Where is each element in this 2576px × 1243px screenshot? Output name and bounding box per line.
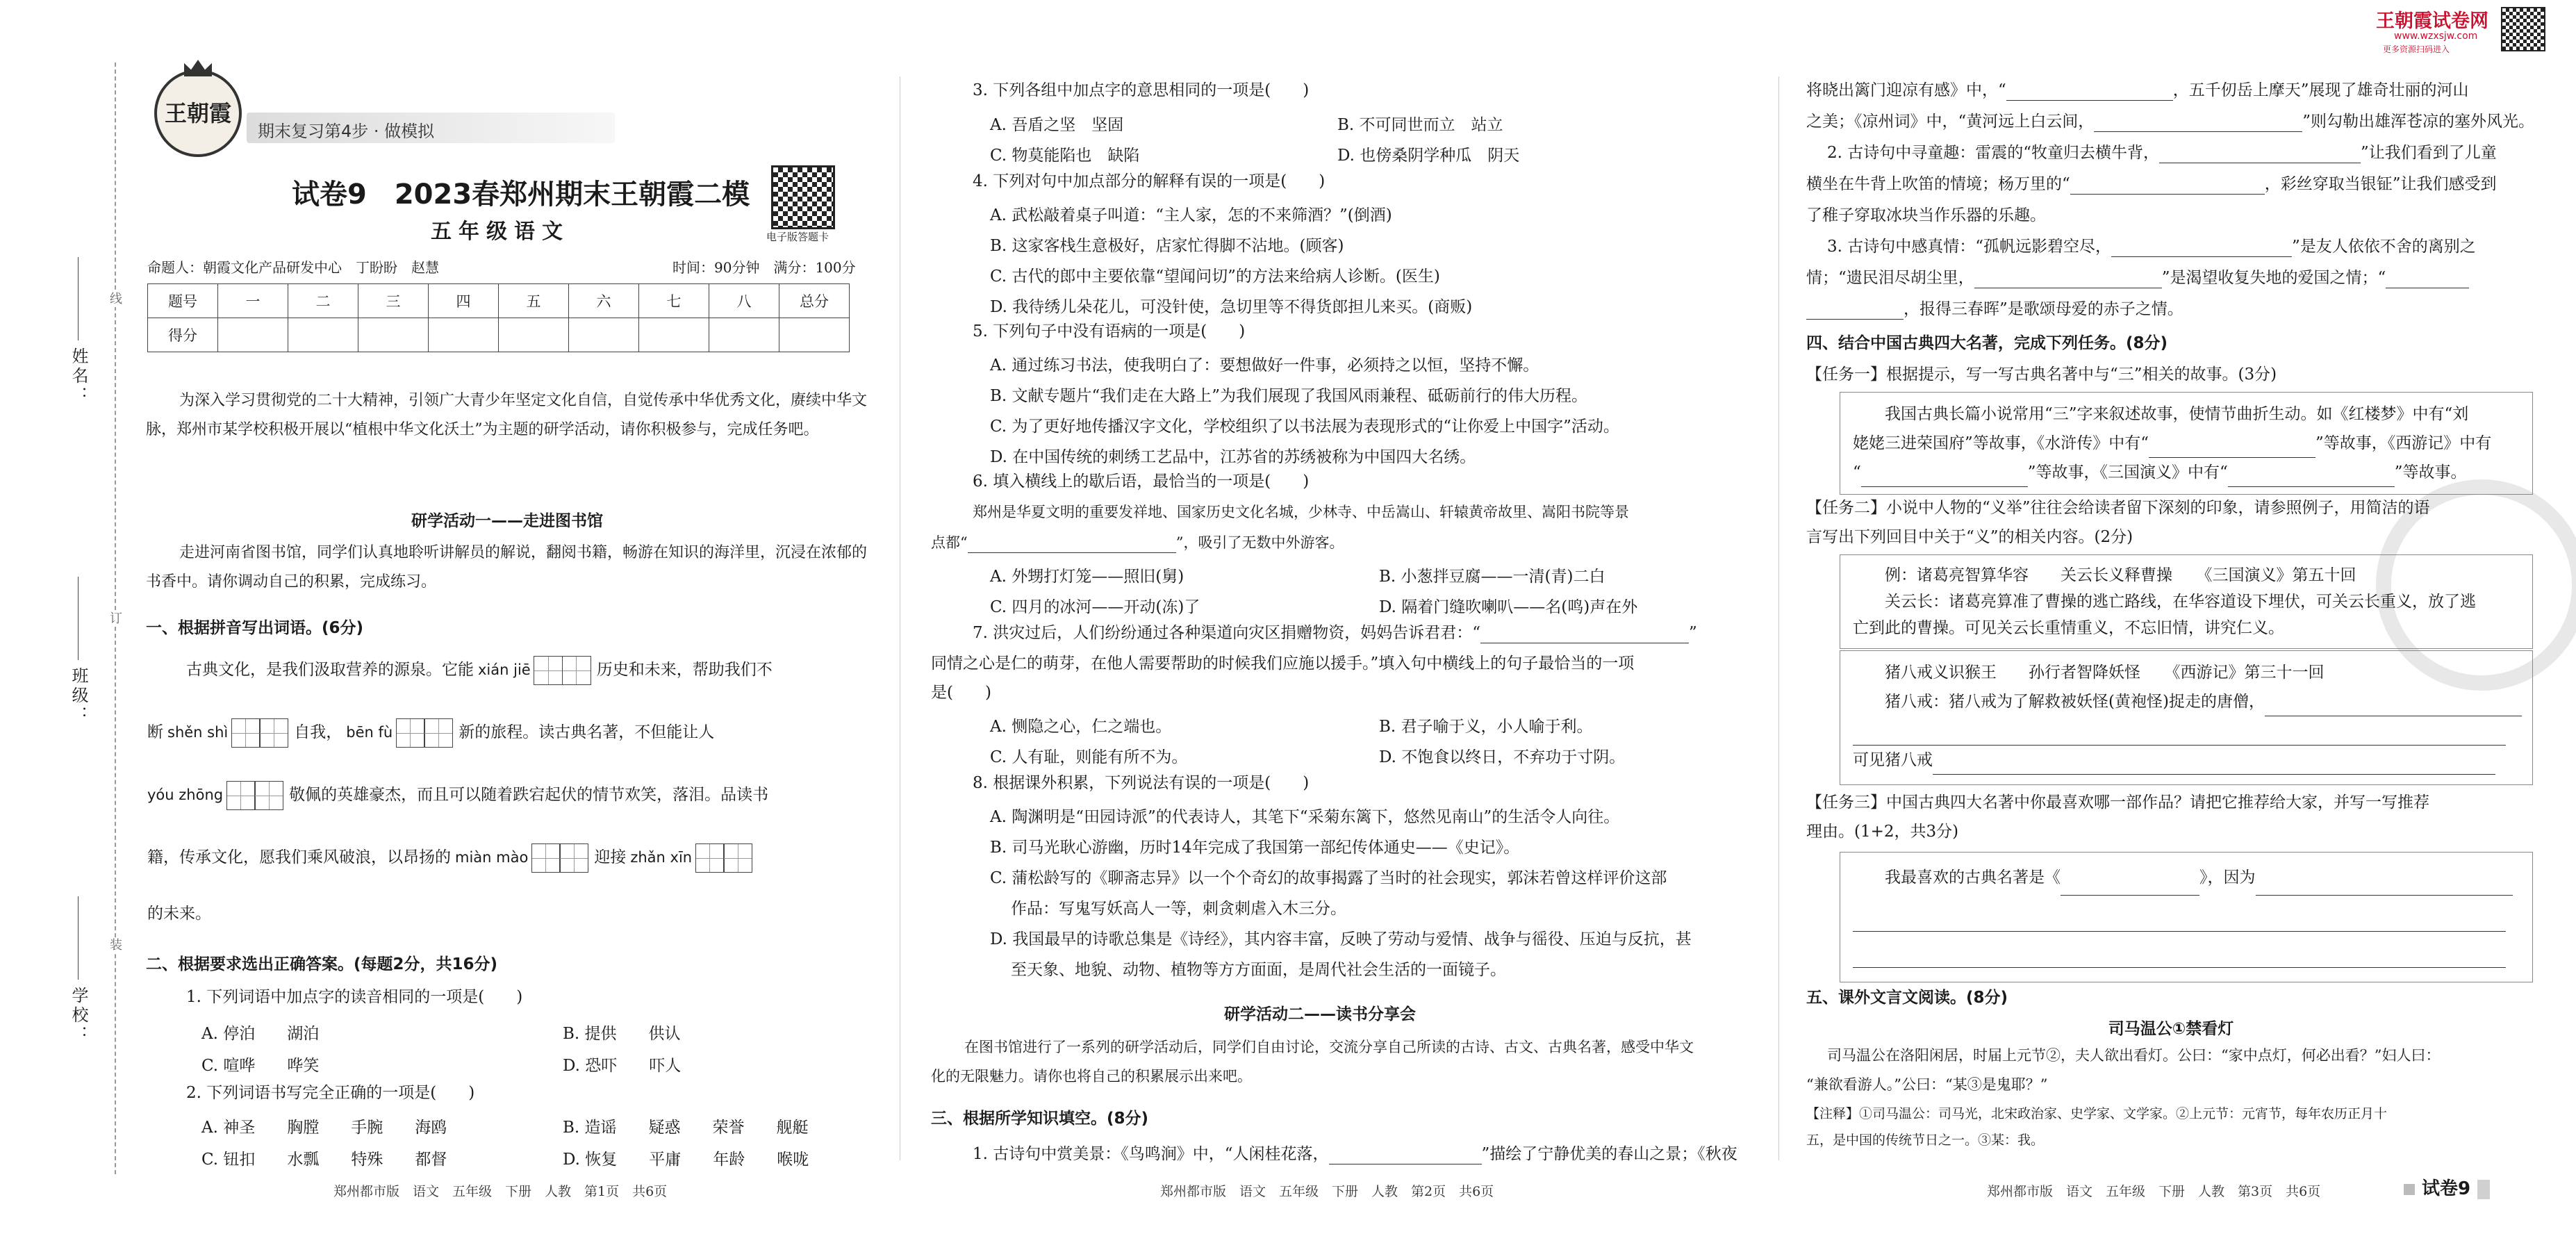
corner-label xyxy=(2404,1174,2490,1200)
binding-mark-3: 装 xyxy=(106,938,124,953)
section1-title: 一、根据拼音写出词语。(6分) xyxy=(146,619,364,637)
time-score: 时间：90分钟 满分：100分 xyxy=(672,259,856,276)
wenyan-title: 司马温公①禁看灯 xyxy=(2108,1020,2234,1038)
s3-line1 xyxy=(1806,80,2469,101)
site-url: www.wzxsjw.com xyxy=(2394,31,2478,42)
page-footer-3: 郑州都市版 语文 五年级 下册 人教 第3页 共6页 xyxy=(1987,1184,2321,1199)
text: “ xyxy=(1853,463,1861,481)
binding-mark-1: 线 xyxy=(106,292,124,307)
answer-blank[interactable] xyxy=(2094,131,2302,132)
section1-line1 xyxy=(186,653,773,686)
char-grid[interactable] xyxy=(535,661,591,679)
answer-blank[interactable] xyxy=(1933,774,2495,775)
score-table-score-row xyxy=(148,318,850,352)
activity2-title: 研学活动二——读书分享会 xyxy=(1224,1005,1416,1023)
q6-text-2 xyxy=(931,532,1344,553)
corner-marker-icon xyxy=(2404,1184,2415,1195)
option-d[interactable]: D. 恢复 平庸 年龄 喉咙 xyxy=(563,1151,809,1169)
task3-title-2: 理由。(1+2，共3分) xyxy=(1806,823,1959,841)
score-header-cell: 八 xyxy=(709,284,779,318)
text: ” xyxy=(1689,624,1697,642)
text: 之美；《凉州词》中，“黄河远上白云间， xyxy=(1806,113,2095,131)
s3-line7 xyxy=(1806,267,2469,288)
text: 》，因为 xyxy=(2199,869,2256,887)
q5-options xyxy=(990,350,1619,472)
task1-text-2 xyxy=(1853,429,2520,458)
option-b[interactable]: B. 这家客栈生意极好，店家忙得脚不沾地。(顾客) xyxy=(990,237,1344,255)
option-c[interactable]: C. 人有耻，则能有所不为。 xyxy=(990,748,1188,766)
example-text-1: 关云长：诸葛亮算准了曹操的逃亡路线，在华容道设下埋伏，可关云长重义，放了逃 xyxy=(1885,593,2476,611)
score-table-header-row xyxy=(148,284,850,318)
pinyin: zhǎn xīn xyxy=(630,849,693,866)
section1-line4 xyxy=(147,841,752,874)
text: 猪八戒：猪八戒为了解救被妖怪(黄袍怪)捉走的唐僧， xyxy=(1885,693,2265,711)
answer-blank[interactable] xyxy=(968,552,1176,553)
grid-cell[interactable] xyxy=(531,843,561,873)
score-header-cell: 总分 xyxy=(779,284,850,318)
text: 7. 洪灾过后，人们纷纷通过各种渠道向灾区捐赠物资，妈妈告诉君君：“ xyxy=(973,624,1481,642)
text: 籍，传承文化，愿我们乘风破浪，以昂扬的 xyxy=(147,848,451,866)
brand-name: 王朝霞 xyxy=(164,100,231,126)
text: ，彩丝穿取当银钲”让我们感受到 xyxy=(2264,175,2497,193)
answer-blank[interactable] xyxy=(2006,100,2173,101)
brand-logo xyxy=(154,69,242,157)
text: 可见猪八戒 xyxy=(1853,751,1933,769)
grid-cell[interactable] xyxy=(559,843,588,873)
task3-text-1 xyxy=(1853,859,2520,896)
text: ”是友人依依不舍的离别之 xyxy=(2292,238,2476,256)
q7-options xyxy=(990,711,1625,773)
option-a[interactable]: A. 停泊 湖泊 xyxy=(201,1025,320,1043)
option-a[interactable]: A. 武松敲着桌子叫道：“主人家，怎的不来筛酒？”(倒酒) xyxy=(990,206,1392,224)
school-label: 学校： xyxy=(69,987,88,1045)
char-grid[interactable] xyxy=(397,723,453,741)
option-a[interactable]: A. 吾盾之坚 坚固 xyxy=(990,116,1124,134)
grid-cell[interactable] xyxy=(396,718,425,748)
option-a[interactable]: A. 恻隐之心，仁之端也。 xyxy=(990,718,1172,736)
grid-cell[interactable] xyxy=(231,718,261,748)
q2-options xyxy=(201,1112,809,1176)
q5-stem: 5. 下列句子中没有语病的一项是( ) xyxy=(973,322,1246,340)
grid-cell[interactable] xyxy=(254,781,283,810)
option-b[interactable]: B. 文献专题片“我们走在大路上”为我们展现了我国风雨兼程、砥砺前行的伟大历程。 xyxy=(990,387,1588,405)
score-header-cell: 题号 xyxy=(148,284,218,318)
grid-cell[interactable] xyxy=(562,656,591,685)
answer-blank[interactable] xyxy=(2228,486,2395,487)
school-line xyxy=(78,896,79,980)
text: ”，吸引了无数中外游客。 xyxy=(1175,534,1344,551)
option-b[interactable]: B. 提供 供认 xyxy=(563,1025,681,1043)
score-header-cell: 一 xyxy=(218,284,288,318)
section4-title: 四、结合中国古典四大名著，完成下列任务。(8分) xyxy=(1806,334,2168,352)
pinyin: xián jiē xyxy=(478,661,531,678)
task1-title: 【任务一】根据提示，写一写古典名著中与“三”相关的故事。(3分) xyxy=(1806,365,2277,384)
option-d[interactable]: D. 我待绣儿朵花儿，可没针使，急切里等不得货郎担儿来买。(商贩) xyxy=(990,298,1473,316)
option-d-cont: 至天象、地貌、动物、植物等方方面面，是周代社会生活的一面镜子。 xyxy=(1011,961,1506,979)
score-cell[interactable] xyxy=(499,318,569,352)
score-header-cell: 四 xyxy=(429,284,499,318)
step-banner xyxy=(247,113,615,143)
score-cell[interactable] xyxy=(639,318,709,352)
grid-cell[interactable] xyxy=(534,656,563,685)
pinyin: bēn fù xyxy=(346,724,393,741)
option-d[interactable]: D. 也傍桑阴学种瓜 阴天 xyxy=(1337,147,1520,165)
site-badge xyxy=(2376,4,2543,60)
text: 自我， xyxy=(294,723,342,741)
intro-paragraph: 为深入学习贯彻党的二十大精神，引领广大青少年坚定文化自信，自觉传承中华优秀文化，赓续中华文脉，郑州市某学校积极开展以“植根中华文化沃土”为主题的研学活动，请你积极参与，完成任务吧。 xyxy=(146,392,868,438)
text: 古典文化，是我们汲取营养的源泉。它能 xyxy=(186,661,474,679)
qr-code-icon xyxy=(771,165,835,229)
text: 新的旅程。读古典名著，不但能让人 xyxy=(459,723,715,741)
char-grid[interactable] xyxy=(232,723,288,741)
option-b[interactable]: B. 造谣 疑惑 荣誉 舰艇 xyxy=(563,1119,809,1137)
q6-options xyxy=(990,561,1637,623)
zhubajie-text-2 xyxy=(1853,746,2520,775)
option-b[interactable]: B. 君子喻于义，小人喻于利。 xyxy=(1379,718,1593,736)
wenyan-note-1: 【注释】①司马温公：司马光，北宋政治家、史学家、文学家。②上元节：元宵节，每年农历正月十 xyxy=(1806,1106,2388,1121)
q6-text-1: 郑州是华夏文明的重要发祥地、国家历史文化名城，少林寺、中岳嵩山、轩辕黄帝故里、嵩阳书院等景 xyxy=(973,504,1629,520)
q2-stem: 2. 下列词语书写完全正确的一项是( ) xyxy=(186,1084,475,1102)
option-c[interactable]: C. 物莫能陷也 缺陷 xyxy=(990,147,1140,165)
option-a[interactable]: A. 通过练习书法，使我明白了：要想做好一件事，必须持之以恒，坚持不懈。 xyxy=(990,356,1539,374)
column-divider xyxy=(1778,76,1779,1160)
text: 敬佩的英雄豪杰，而且可以随着跌宕起伏的情节欢笑，落泪。品读书 xyxy=(289,786,769,804)
text: 横坐在牛背上吹笛的情境；杨万里的“ xyxy=(1806,175,2070,193)
section1-line5: 的未来。 xyxy=(147,905,211,923)
corner-bar-icon xyxy=(2477,1180,2490,1199)
option-c[interactable]: C. 为了更好地传播汉字文化，学校组织了以书法展为表现形式的“让你爱上中国字”活动。 xyxy=(990,418,1619,436)
q1-options xyxy=(201,1018,681,1082)
s3-line2 xyxy=(1806,111,2534,132)
q3-options xyxy=(990,110,1519,171)
s3-line6 xyxy=(1827,236,2476,257)
text: 我最喜欢的古典名著是《 xyxy=(1885,869,2061,887)
qr-caption: 电子版答题卡 xyxy=(766,231,829,243)
score-header-cell: 七 xyxy=(639,284,709,318)
answer-blank[interactable] xyxy=(2070,194,2265,195)
q7-stem-2: 同情之心是仁的萌芽，在他人需要帮助的时候我们应施以援手。”填入句中横线上的句子最恰当的一项 xyxy=(931,655,1635,673)
q6-stem: 6. 填入横线上的歇后语，最恰当的一项是( ) xyxy=(973,472,1310,491)
q1-stem: 1. 下列词语中加点字的读音相同的一项是( ) xyxy=(186,988,523,1006)
activity1-text: 走进河南省图书馆，同学们认真地聆听讲解员的解说，翻阅书籍，畅游在知识的海洋里，沉浸在浓郁的书香中。请你调动自己的积累，完成练习。 xyxy=(146,544,868,591)
score-row-label: 得分 xyxy=(148,318,218,352)
section2-title: 二、根据要求选出正确答案。(每题2分，共16分) xyxy=(146,955,498,973)
option-c[interactable]: C. 古代的郎中主要依靠“望闻问切”的方法来给病人诊断。(医生) xyxy=(990,267,1440,286)
option-c[interactable]: C. 钮扣 水瓢 特殊 都督 xyxy=(201,1151,447,1169)
grid-cell[interactable] xyxy=(259,718,288,748)
zhubajie-text-1 xyxy=(1853,687,2520,716)
page-column-2 xyxy=(931,0,1737,1243)
score-cell[interactable] xyxy=(218,318,288,352)
site-name: 王朝霞试卷网 xyxy=(2376,10,2488,32)
task1-text-1: 我国古典长篇小说常用“三”字来叙述故事，使情节曲折生动。如《红楼梦》中有“刘 xyxy=(1885,405,2469,423)
text: ”等故事，《三国演义》中有“ xyxy=(2027,463,2228,481)
option-a[interactable]: A. 陶渊明是“田园诗派”的代表诗人，其笔下“采菊东篱下，悠然见南山”的生活令人向往。 xyxy=(990,808,1620,826)
text: 点都“ xyxy=(931,534,968,551)
option-c[interactable]: C. 四月的冰河——开动(冻)了 xyxy=(990,598,1200,616)
answer-blank[interactable] xyxy=(1853,967,2506,968)
answer-blank[interactable] xyxy=(2111,256,2292,257)
score-cell[interactable] xyxy=(709,318,779,352)
task2-title-2: 言写出下列回目中关于“义”的相关内容。(2分) xyxy=(1806,528,2133,546)
text: 3. 古诗句中感真情：“孤帆远影碧空尽， xyxy=(1827,238,2112,256)
example-head: 例：诸葛亮智算华容 关云长义释曹操 《三国演义》第五十回 xyxy=(1885,566,2356,584)
page-footer-2: 郑州都市版 语文 五年级 下册 人教 第2页 共6页 xyxy=(1160,1184,1494,1199)
exam-subtitle: 五年级语文 xyxy=(431,220,570,244)
option-c[interactable]: C. 蒲松龄写的《聊斋志异》以一个个奇幻的故事揭露了当时的社会现实，郭沫若曾这样评价这部 xyxy=(990,869,1667,887)
page-column-3 xyxy=(1806,0,2536,1243)
answer-blank[interactable] xyxy=(1861,486,2028,487)
crown-icon xyxy=(184,60,212,76)
grid-cell[interactable] xyxy=(424,718,453,748)
option-a[interactable]: A. 神圣 胸膛 手腕 海鸥 xyxy=(201,1119,447,1137)
option-a[interactable]: A. 外甥打灯笼——照旧(舅) xyxy=(990,568,1184,586)
section1-line3 xyxy=(147,778,768,812)
text: 姥姥三进荣国府”等故事，《水浒传》中有“ xyxy=(1853,434,2149,452)
class-line xyxy=(78,577,79,660)
q8-stem: 8. 根据课外积累，下列说法有误的一项是( ) xyxy=(973,774,1310,792)
option-d[interactable]: D. 我国最早的诗歌总集是《诗经》，其内容丰富，反映了劳动与爱情、战争与徭役、压迫与反抗，甚 xyxy=(990,930,1692,948)
score-cell[interactable] xyxy=(779,318,850,352)
section3-title: 三、根据所学知识填空。(8分) xyxy=(931,1110,1149,1128)
q4-stem: 4. 下列对句中加点部分的解释有误的一项是( ) xyxy=(973,172,1326,190)
q4-options xyxy=(990,200,1472,322)
score-header-cell: 六 xyxy=(569,284,639,318)
s3-q1 xyxy=(973,1144,1737,1164)
task1-box xyxy=(1840,392,2533,495)
wenyan-text-1: 司马温公在洛阳闲居，时届上元节②，夫人欲出看灯。公曰：“家中点灯，何必出看？”妇人曰： xyxy=(1827,1047,2441,1064)
example-box xyxy=(1840,554,2533,649)
text: 断 xyxy=(147,723,163,741)
activity2-text: 在图书馆进行了一系列的研学活动后，同学们自由讨论，交流分享自己所读的古诗、古文、古典名著，感受中华文化的无限魅力。请你也将自己的积累展示出来吧。 xyxy=(931,1039,1694,1085)
site-tip: 更多资源扫码进入 xyxy=(2383,44,2450,54)
score-header-cell: 二 xyxy=(288,284,358,318)
section5-title: 五、课外文言文阅读。(8分) xyxy=(1806,989,2008,1007)
q8-options xyxy=(990,802,1692,985)
text: 迎接 xyxy=(594,848,627,866)
q7-stem-3: 是( ) xyxy=(931,684,991,702)
text: 历史和未来，帮助我们不 xyxy=(596,661,773,679)
wenyan-text-2: “兼欲看游人。”公曰：“某③是鬼耶？” xyxy=(1806,1076,2048,1093)
option-c-cont: 作品：写鬼写妖高人一等，刺贪刺虐入木三分。 xyxy=(1011,900,1346,918)
activity1-title: 研学活动一——走进图书馆 xyxy=(411,512,603,530)
text: 情；“遗民泪尽胡尘里， xyxy=(1806,269,1974,287)
score-cell[interactable] xyxy=(569,318,639,352)
s3-line8 xyxy=(1806,299,2183,320)
char-grid[interactable] xyxy=(227,786,283,804)
option-d[interactable]: D. 不饱食以终日，不弃功于寸阴。 xyxy=(1379,748,1626,766)
option-d[interactable]: D. 在中国传统的刺绣工艺品中，江苏省的苏绣被称为中国四大名绣。 xyxy=(990,448,1476,466)
option-b[interactable]: B. 小葱拌豆腐——一清(青)二白 xyxy=(1379,568,1605,586)
grid-cell[interactable] xyxy=(226,781,256,810)
task2-title: 【任务二】小说中人物的“义举”往往会给读者留下深刻的印象，请参照例子，用简洁的语 xyxy=(1806,499,2430,517)
task3-title: 【任务三】中国古典四大名著中你最喜欢哪一部作品？请把它推荐给大家，并写一写推荐 xyxy=(1806,793,2429,812)
corner-label-text: 试卷9 xyxy=(2422,1178,2471,1199)
section1-line2 xyxy=(147,716,714,749)
char-grid[interactable] xyxy=(532,848,588,866)
score-cell[interactable] xyxy=(358,318,429,352)
answer-blank[interactable] xyxy=(1806,319,1904,320)
grid-cell[interactable] xyxy=(723,843,752,873)
s3-line4 xyxy=(1806,174,2497,195)
char-grid[interactable] xyxy=(696,848,752,866)
name-line xyxy=(78,257,79,340)
zhubajie-line-blank xyxy=(1853,716,2520,746)
binding-mark-2: 订 xyxy=(106,611,124,627)
exam-title: 试卷9 2023春郑州期末王朝霞二模 xyxy=(292,179,750,211)
score-header-cell: 五 xyxy=(499,284,569,318)
q7-stem-1 xyxy=(973,623,1697,643)
site-qr-icon xyxy=(2501,7,2545,51)
text: 2. 古诗句中寻童趣：雷震的“牧童归去横牛背， xyxy=(1827,144,2160,162)
option-d[interactable]: D. 隔着门缝吹喇叭——名(鸣)声在外 xyxy=(1379,598,1638,616)
task1-text-3 xyxy=(1853,458,2520,487)
text: ，五千仞岳上摩天”展现了雄奇壮丽的河山 xyxy=(2172,81,2469,99)
page-footer-1: 郑州都市版 语文 五年级 下册 人教 第1页 共6页 xyxy=(333,1184,668,1199)
s3-line5: 了稚子穿取冰块当作乐器的乐趣。 xyxy=(1806,206,2046,224)
step-banner-text: 期末复习第4步 · 做模拟 xyxy=(258,122,435,141)
name-label: 姓名： xyxy=(69,347,88,406)
example-text-2: 亡到此的曹操。可见关云长重情重义，不忘旧情，讲究仁义。 xyxy=(1853,619,2284,637)
page-column-1 xyxy=(146,0,868,1243)
task3-line-blank xyxy=(1853,932,2520,968)
pinyin: yóu zhōng xyxy=(147,787,224,803)
text: ”则勾勒出雄浑苍凉的塞外风光。 xyxy=(2302,113,2535,131)
pinyin: shěn shì xyxy=(167,724,229,741)
s3-line3 xyxy=(1827,142,2497,163)
score-table xyxy=(147,283,850,352)
text: ”描绘了宁静优美的春山之景；《秋夜 xyxy=(1481,1145,1737,1163)
q3-stem: 3. 下列各组中加点字的意思相同的一项是( ) xyxy=(973,81,1310,99)
wenyan-note-2: 五，是中国的传统节日之一。③某：我。 xyxy=(1806,1133,2045,1148)
task3-box xyxy=(1840,852,2533,982)
binding-margin xyxy=(0,0,129,1243)
pinyin: miàn mào xyxy=(455,849,529,866)
text: ，报得三春晖”是歌颂母爱的赤子之情。 xyxy=(1904,300,2183,318)
grid-cell[interactable] xyxy=(695,843,725,873)
class-label: 班级： xyxy=(69,667,88,725)
option-b[interactable]: B. 不可同世而立 站立 xyxy=(1337,116,1503,134)
task3-line-blank xyxy=(1853,896,2520,932)
score-cell[interactable] xyxy=(288,318,358,352)
zhubajie-box xyxy=(1840,650,2533,785)
authors: 命题人：朝霞文化产品研发中心 丁盼盼 赵慧 xyxy=(147,259,439,276)
text: ”是渴望收复失地的爱国之情；“ xyxy=(2161,269,2386,287)
option-b[interactable]: B. 司马光耿心游幽，历时14年完成了我国第一部纪传体通史——《史记》。 xyxy=(990,839,1520,857)
score-header-cell: 三 xyxy=(358,284,429,318)
score-cell[interactable] xyxy=(429,318,499,352)
text: 将晓出篱门迎凉有感》中，“ xyxy=(1806,81,2006,99)
option-c[interactable]: C. 喧哗 哗笑 xyxy=(201,1057,320,1075)
zhubajie-head: 猪八戒义识猴王 孙行者智降妖怪 《西游记》第三十一回 xyxy=(1885,664,2325,682)
text: ”等故事。 xyxy=(2394,463,2467,481)
text: ”等故事，《西游记》中有 xyxy=(2315,434,2492,452)
option-d[interactable]: D. 恐吓 吓人 xyxy=(563,1057,682,1075)
text: ”让我们看到了儿童 xyxy=(2361,144,2497,162)
text: 1. 古诗句中赏美景：《鸟鸣涧》中，“人闲桂花落， xyxy=(973,1145,1329,1163)
